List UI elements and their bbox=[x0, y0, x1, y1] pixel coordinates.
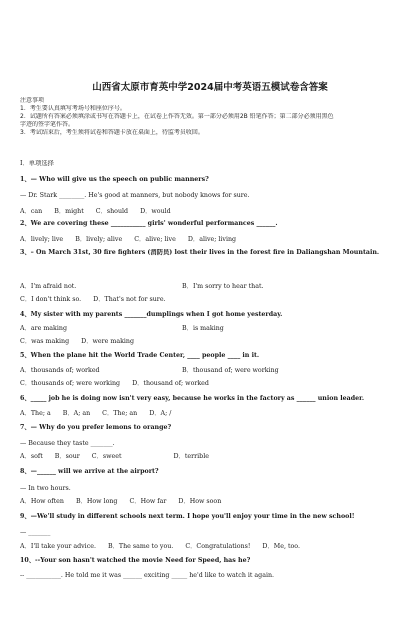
option-b[interactable]: B．is making bbox=[182, 325, 224, 332]
section-heading-block bbox=[20, 160, 402, 168]
question-stem: 6、_____ job he is doing now isn't very easy, because he works in the factory as ______ union leader. bbox=[20, 395, 365, 402]
question-3-options bbox=[20, 283, 402, 304]
question-2 bbox=[20, 220, 402, 244]
option-d[interactable]: D．terrible bbox=[173, 453, 209, 460]
options-row bbox=[20, 367, 402, 375]
option-a[interactable]: A．The; a bbox=[20, 410, 51, 417]
option-a[interactable]: A．I'm afraid not. bbox=[20, 283, 77, 290]
question-stem: 1、— Who will give us the speech on public manners? bbox=[20, 176, 209, 183]
option-d[interactable]: D．How soon bbox=[178, 498, 222, 505]
question-stem: 5、When the plane hit the World Trade Center, ____ people ____ in it. bbox=[20, 352, 260, 359]
option-d[interactable]: D．Me, too. bbox=[262, 543, 300, 550]
notice-item: 3．考试结束后，考生须将试卷和答题卡放在桌面上，待监考员收回。 bbox=[20, 129, 204, 136]
options-row bbox=[20, 410, 402, 418]
notice-heading: 注意事项 bbox=[20, 97, 45, 104]
option-d[interactable]: D．That's not for sure. bbox=[93, 296, 166, 303]
option-b[interactable]: B．sour bbox=[54, 453, 80, 460]
options-row bbox=[20, 543, 402, 551]
question-stem: 7、— Why do you prefer lemons to orange? bbox=[20, 424, 172, 431]
question-dialogue: — Dr. Stark ________. He's good at manners, but nobody knows for sure. bbox=[20, 192, 250, 199]
option-b[interactable]: B．lively; alive bbox=[75, 236, 123, 243]
options-row bbox=[20, 208, 402, 216]
options-row bbox=[20, 453, 402, 461]
notice-item: 字迹的签字笔作答。 bbox=[20, 121, 75, 128]
option-d[interactable]: D．were making bbox=[81, 338, 134, 345]
option-b[interactable]: B．might bbox=[54, 208, 84, 215]
page-title: 山西省太原市育英中学2024届中考英语五模试卷含答案 bbox=[92, 82, 328, 93]
options-row bbox=[20, 380, 402, 388]
question-4 bbox=[20, 311, 402, 346]
options-row bbox=[20, 325, 402, 333]
option-c[interactable]: C．should bbox=[95, 208, 129, 215]
option-c[interactable]: C．sweet bbox=[91, 453, 122, 460]
question-dialogue: — _______ bbox=[20, 529, 51, 536]
option-a[interactable]: A．thousands of; worked bbox=[20, 367, 100, 374]
section-heading: Ⅰ．单项选择 bbox=[20, 160, 54, 167]
question-stem: 4、My sister with my parents _______dumplings when I got home yesterday. bbox=[20, 311, 283, 318]
option-d[interactable]: D．thousand of; worked bbox=[132, 380, 209, 387]
question-7 bbox=[20, 424, 402, 461]
question-stem: 3、– On March 31st, 30 fire fighters (消防员) lost their lives in the forest fire in Daliangshan Mountain. bbox=[20, 249, 380, 256]
option-b[interactable]: B．thousand of; were working bbox=[182, 367, 279, 374]
question-5 bbox=[20, 352, 402, 388]
option-a[interactable]: A．soft bbox=[20, 453, 43, 460]
question-1 bbox=[20, 176, 402, 216]
option-a[interactable]: A．lively; live bbox=[20, 236, 64, 243]
option-a[interactable]: A．How often bbox=[20, 498, 64, 505]
question-3 bbox=[20, 249, 402, 257]
option-b[interactable]: B．A; an bbox=[62, 410, 91, 417]
options-row bbox=[20, 283, 402, 291]
question-10 bbox=[20, 557, 402, 580]
options-row bbox=[20, 236, 402, 244]
options-row bbox=[20, 338, 402, 346]
question-stem: 2、We are covering these ___________ girls' wonderful performances ______. bbox=[20, 220, 278, 227]
option-c[interactable]: C．alive; live bbox=[134, 236, 176, 243]
options-row bbox=[20, 296, 402, 304]
question-stem: 10、--Your son hasn't watched the movie Need for Speed, has he? bbox=[20, 557, 251, 564]
question-9 bbox=[20, 513, 402, 551]
option-c[interactable]: C．I don't think so. bbox=[20, 296, 82, 303]
option-a[interactable]: A．are making bbox=[20, 325, 67, 332]
option-c[interactable]: C．How far bbox=[129, 498, 167, 505]
option-c[interactable]: C．The; an bbox=[102, 410, 138, 417]
question-6 bbox=[20, 395, 402, 418]
option-a[interactable]: A．can bbox=[20, 208, 43, 215]
question-dialogue: — Because they taste _______. bbox=[20, 440, 115, 447]
option-c[interactable]: C．thousands of; were working bbox=[20, 380, 121, 387]
option-c[interactable]: C．Congratulations! bbox=[185, 543, 251, 550]
question-stem: 8、—______ will we arrive at the airport? bbox=[20, 468, 159, 475]
option-c[interactable]: C．was making bbox=[20, 338, 70, 345]
option-a[interactable]: A．I'll take your advice. bbox=[20, 543, 96, 550]
option-d[interactable]: D．A; / bbox=[149, 410, 172, 417]
question-stem: 9、—We'll study in different schools next term. I hope you'll enjoy your time in the new school! bbox=[20, 513, 355, 520]
question-8 bbox=[20, 468, 402, 506]
option-d[interactable]: D．would bbox=[140, 208, 171, 215]
option-b[interactable]: B．The same to you. bbox=[107, 543, 174, 550]
option-d[interactable]: D．alive; living bbox=[187, 236, 237, 243]
option-b[interactable]: B．I'm sorry to hear that. bbox=[182, 283, 264, 290]
notice-item: 2．试题所有答案必须填涂或书写在答题卡上，在试卷上作答无效。第一部分必须用2B 铅笔作答；第二部分必须用黑色 bbox=[20, 113, 334, 120]
options-row bbox=[20, 498, 402, 506]
notice-item: 1．考生要认真填写考场号和座位序号。 bbox=[20, 105, 126, 112]
option-b[interactable]: B．How long bbox=[75, 498, 118, 505]
question-dialogue: — In two hours. bbox=[20, 485, 71, 492]
question-dialogue: -- ___________. He told me it was ______ exciting _____ he'd like to watch it again. bbox=[20, 572, 275, 579]
notice-block bbox=[20, 97, 402, 137]
